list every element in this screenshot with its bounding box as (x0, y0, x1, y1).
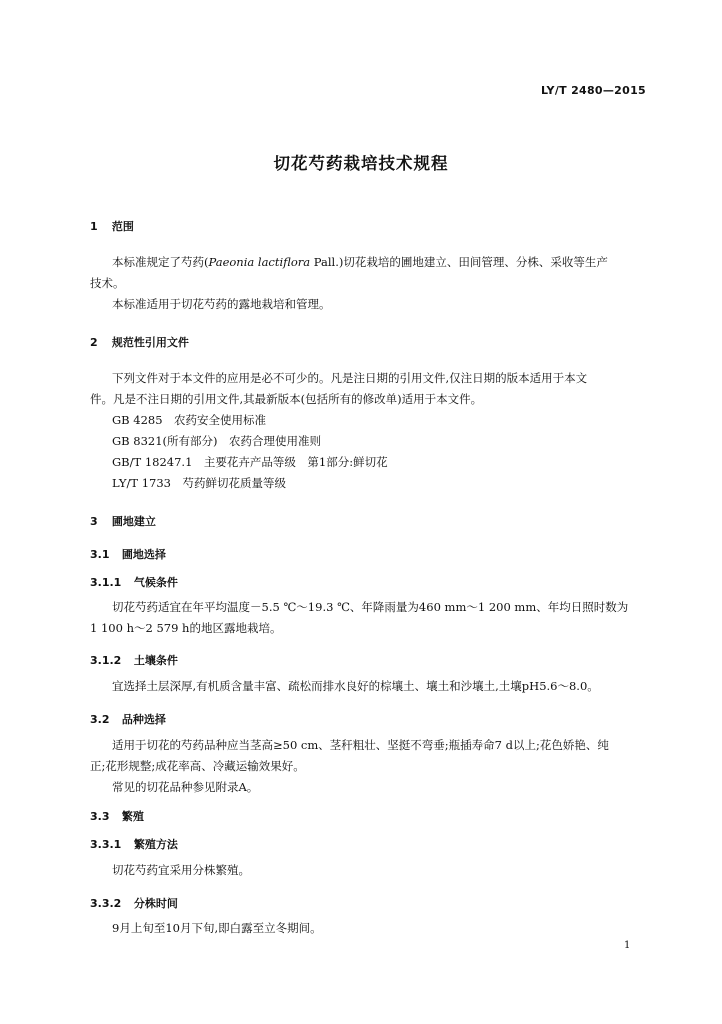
heading-title: 分株时间 (133, 897, 178, 910)
heading-section-2 (90, 334, 189, 350)
text-run: 本标准规定了芍药( (112, 255, 209, 269)
heading-number: 3 (90, 515, 98, 528)
paragraph-scope-1 (112, 252, 608, 273)
heading-title: 品种选择 (121, 713, 166, 726)
heading-section-1 (90, 218, 134, 234)
paragraph-refs-intro-cont: 件。凡是不注日期的引用文件,其最新版本(包括所有的修改单)适用于本文件。 (90, 392, 483, 406)
paragraph-variety: 适用于切花的芍药品种应当茎高≥50 cm、茎秆粗壮、坚挺不弯垂;瓶插寿命7 d以上;花色娇艳、纯 (112, 738, 609, 752)
heading-number: 3.2 (90, 713, 110, 726)
heading-number: 3.1 (90, 548, 110, 561)
paragraph-soil: 宜选择土层深厚,有机质含量丰富、疏松而排水良好的棕壤土、壤土和沙壤土,土壤pH5.6～8.0。 (112, 679, 599, 693)
paragraph-division-time: 9月上旬至10月下旬,即白露至立冬期间。 (112, 921, 322, 935)
document-title: 切花芍药栽培技术规程 (273, 154, 449, 173)
heading-title: 范围 (111, 220, 134, 233)
heading-3-1-2 (90, 652, 178, 668)
heading-number: 3.3.1 (90, 838, 122, 851)
heading-title: 圃地建立 (111, 515, 156, 528)
heading-title: 圃地选择 (121, 548, 166, 561)
heading-number: 1 (90, 220, 98, 233)
heading-title: 规范性引用文件 (111, 336, 189, 349)
heading-3-3-1 (90, 836, 178, 852)
heading-3-3 (90, 808, 144, 824)
reference-item: GB 8321(所有部分) 农药合理使用准则 (112, 434, 322, 448)
heading-3-1 (90, 546, 166, 562)
paragraph-climate-cont: 1 100 h～2 579 h的地区露地栽培。 (90, 621, 282, 635)
paragraph-variety-appendix: 常见的切花品种参见附录A。 (112, 780, 259, 794)
heading-title: 繁殖方法 (133, 838, 178, 851)
heading-title: 土壤条件 (133, 654, 178, 667)
reference-item: GB 4285 农药安全使用标准 (112, 413, 267, 427)
heading-number: 3.3 (90, 810, 110, 823)
page-number: 1 (624, 940, 631, 951)
heading-title: 气候条件 (133, 576, 178, 589)
reference-item: GB/T 18247.1 主要花卉产品等级 第1部分:鲜切花 (112, 455, 388, 469)
heading-number: 3.1.1 (90, 576, 122, 589)
paragraph-scope-1-cont: 技术。 (90, 276, 125, 290)
heading-title: 繁殖 (121, 810, 144, 823)
heading-number: 2 (90, 336, 98, 349)
paragraph-propagation: 切花芍药宜采用分株繁殖。 (112, 863, 250, 877)
paragraph-scope-2: 本标准适用于切花芍药的露地栽培和管理。 (112, 297, 331, 311)
heading-number: 3.3.2 (90, 897, 122, 910)
heading-3-3-2 (90, 895, 178, 911)
latin-name: Paeonia lactiflora (208, 255, 311, 269)
heading-3-2 (90, 711, 166, 727)
text-run: Pall.)切花栽培的圃地建立、田间管理、分株、采收等生产 (310, 255, 608, 269)
paragraph-refs-intro: 下列文件对于本文件的应用是必不可少的。凡是注日期的引用文件,仅注日期的版本适用于本文 (112, 371, 588, 385)
standard-code: LY/T 2480—2015 (540, 84, 646, 97)
heading-number: 3.1.2 (90, 654, 122, 667)
paragraph-climate: 切花芍药适宜在年平均温度－5.5 ℃～19.3 ℃、年降雨量为460 mm～1 200 mm、年均日照时数为 (112, 600, 629, 614)
reference-item: LY/T 1733 芍药鲜切花质量等级 (112, 476, 286, 490)
paragraph-variety-cont: 正;花形规整;成花率高、冷藏运输效果好。 (90, 759, 305, 773)
heading-section-3 (90, 513, 156, 529)
heading-3-1-1 (90, 574, 178, 590)
